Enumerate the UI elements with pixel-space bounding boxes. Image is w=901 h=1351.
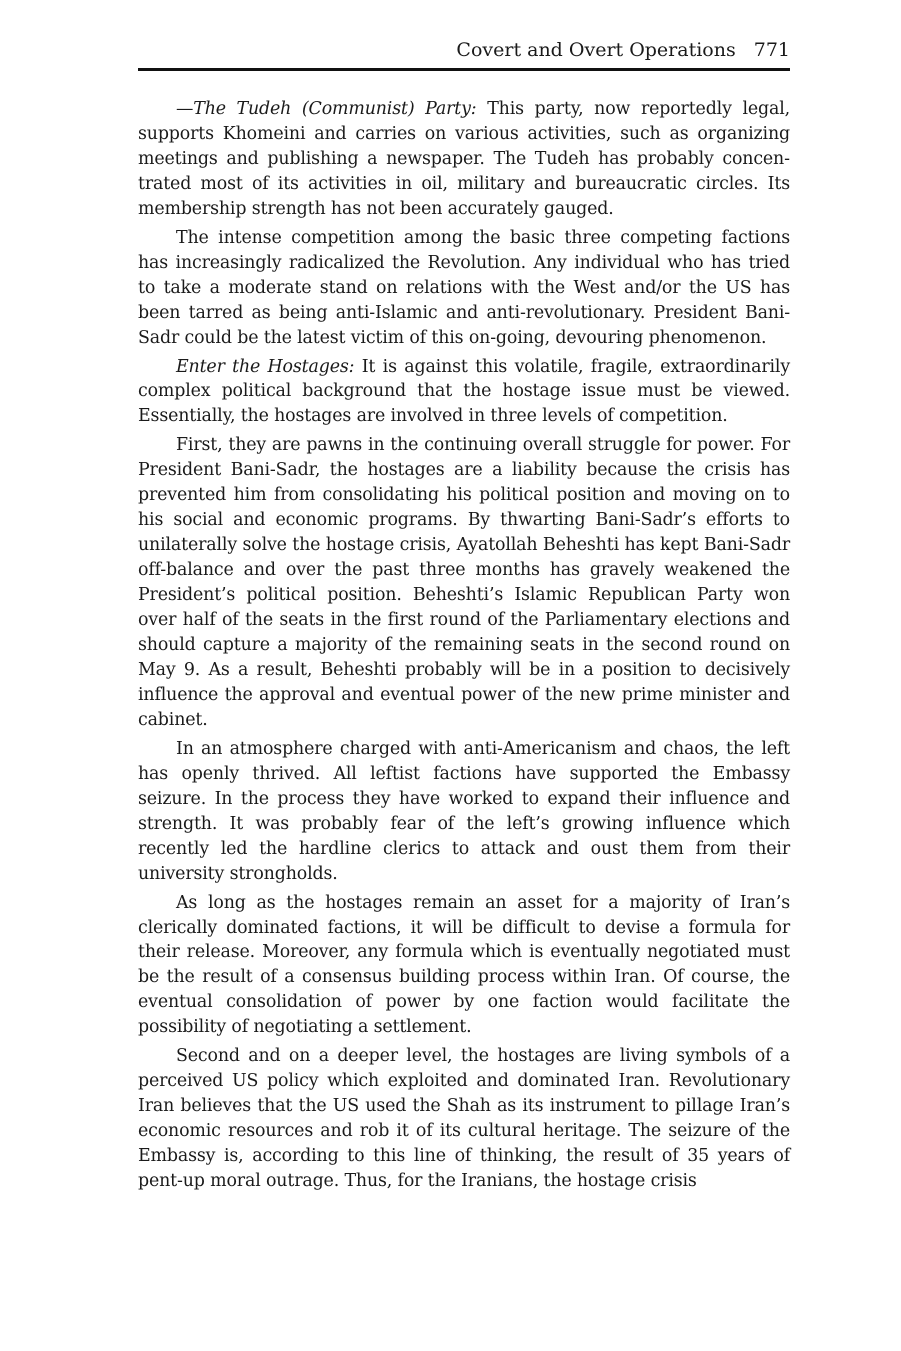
page-number: 771 bbox=[753, 39, 790, 61]
paragraph-text: First, they are pawns in the continuing overall struggle for power. For President Bani-Sadr, the hostages are a liability because the crisis has prevented him from consolidating his political position and moving on to his social and economic programs. By thwarting Bani-Sadr’s efforts to unilaterally solve the hostage crisis, Ayatollah Beheshti has kept Bani-Sadr off-balance and over the past three months has gravely weakened the President’s political position. Beheshti’s Islamic Republican Party won over half of the seats in the first round of the Parliamentary elections and should capture a majority of the remaining seats in the second round on May 9. As a result, Beheshti probably will be in a position to decisively influence the approval and eventual power of the new prime minister and cabinet. bbox=[138, 435, 790, 730]
paragraph-enter-hostages bbox=[138, 355, 790, 430]
paragraph-lead: —The Tudeh (Communist) Party: bbox=[176, 99, 477, 119]
paragraph-asset bbox=[138, 891, 790, 1041]
paragraph-tudeh-party bbox=[138, 97, 790, 222]
paragraph-text: In an atmosphere charged with anti-Americanism and chaos, the left has openly thrived. All leftist factions have supported the Embassy seizure. In the process they have worked to expand their influence and strength. It was probably fear of the left’s growing influence which recently led the hardline clerics to attack and oust them from their university strongholds. bbox=[138, 738, 790, 884]
running-head bbox=[456, 36, 790, 64]
paragraph-text: As long as the hostages remain an asset for a majority of Iran’s clerically dominated factions, it will be difficult to devise a formula for their release. Moreover, any formula which is eventually negotiated must be the result of a consensus building process within Iran. Of course, the eventual consolidation of power by one faction would facilitate the possibility of negotiating a settlement. bbox=[138, 892, 790, 1038]
paragraph-text: This party, now reportedly legal, supports Khomeini and carries on various activities, such as organizing meetings and publishing a newspaper. The Tudeh has probably concentrated most of its activities in oil, military and bureaucratic circles. Its membership strength has not been accurately gauged. bbox=[138, 99, 790, 219]
running-title: Covert and Overt Operations bbox=[456, 39, 736, 61]
paragraph-left-thrived bbox=[138, 737, 790, 887]
paragraph-text: It is against this volatile, fragile, extraordinarily complex political background that the hostage issue must be viewed. Essentially, the hostages are involved in three levels of competition. bbox=[138, 356, 790, 427]
paragraph-competition bbox=[138, 226, 790, 351]
paragraph-pawns bbox=[138, 433, 790, 732]
header-rule bbox=[138, 68, 790, 71]
body-text bbox=[138, 97, 790, 1198]
paragraph-lead: Enter the Hostages: bbox=[176, 356, 355, 377]
paragraph-text: Second and on a deeper level, the hostages are living symbols of a perceived US policy which exploited and dominated Iran. Revolutionary Iran believes that the US used the Shah as its instrument to pillage Iran’s economic resources and rob it of its cultural heritage. The seizure of the Embassy is, according to this line of thinking, the result of 35 years of pent-up moral outrage. Thus, for the Iranians, the hostage crisis bbox=[138, 1046, 790, 1192]
paragraph-symbols bbox=[138, 1044, 790, 1194]
paragraph-text: The intense competition among the basic three competing factions has increasingly radicalized the Revolution. Any individual who has tried to take a moderate stand on relations with the West and/or the US has been tarred as being anti-Islamic and anti-revolutionary. President Bani-Sadr could be the latest victim of this on-going, devouring phenomenon. bbox=[138, 227, 790, 348]
